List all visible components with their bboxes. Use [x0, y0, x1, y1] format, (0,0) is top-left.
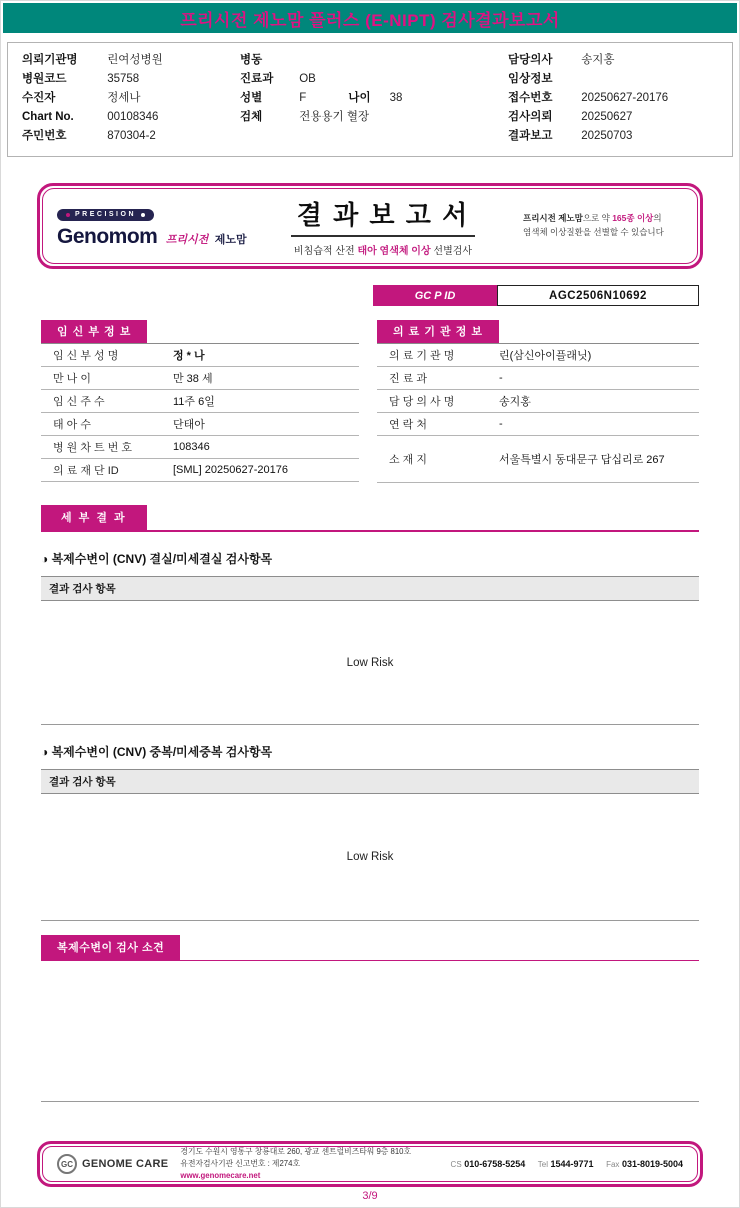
cs-label: CS [450, 1160, 462, 1169]
attending-doctor-value: 송지홍 [581, 54, 615, 66]
field-receipt-no [508, 89, 718, 108]
clinical-info-label: 임상정보 [508, 73, 553, 85]
row-clinic-name [377, 344, 699, 367]
patient-header-col2 [240, 51, 508, 146]
clinic-name-label: 의 료 기 관 명 [389, 350, 455, 362]
age-label: 나이 [348, 92, 371, 104]
fetus-count-label: 태 아 수 [53, 419, 91, 431]
row-clinic-address [377, 436, 699, 483]
cnv-deletion-result-zone [41, 601, 699, 725]
tagline-brand: 프리시전 제노맘 [523, 213, 583, 224]
genomecare-logo-text: GENOME CARE [82, 1158, 169, 1170]
cnv-duplication-title: ◑ 복제수변이 (CNV) 중복/미세중복 검사항목 [41, 745, 273, 759]
clinic-info-header: 의 료 기 관 정 보 [377, 320, 499, 343]
referring-org-label: 의뢰기관명 [22, 54, 78, 66]
field-sex-age [240, 89, 508, 108]
field-test-request-date [508, 108, 718, 127]
referring-org-value: 린여성병원 [107, 54, 163, 66]
result-report-date-value: 20250703 [581, 130, 633, 142]
specimen-label: 검체 [240, 111, 263, 123]
tagline-highlight: 165종 이상 [612, 213, 654, 224]
clinic-info-table [377, 320, 699, 483]
mother-info-header: 임 신 부 정 보 [41, 320, 147, 343]
precision-badge-label: PRECISION [75, 211, 137, 218]
foundation-id-value: [SML] 20250627-20176 [173, 464, 288, 476]
cnv-deletion-table-header: 결과 검사 항목 [41, 576, 699, 601]
row-mother-name [41, 344, 359, 367]
row-fetus-count [41, 413, 359, 436]
clinic-name-value: 린(삼신아이플래닛) [499, 350, 592, 362]
sex-label: 성별 [240, 92, 263, 104]
opinion-area [41, 961, 699, 1102]
document-title: 프리시전 제노맘 플러스 (E-NIPT) 검사결과보고서 [180, 10, 560, 30]
genomom-logo [57, 204, 247, 249]
row-mother-age [41, 367, 359, 390]
subtitle-suffix: 선별검사 [430, 246, 473, 257]
field-department [240, 70, 508, 89]
patient-name-value: 정세나 [107, 92, 141, 104]
footer-address [180, 1146, 411, 1181]
info-tables [41, 320, 699, 483]
cnv-duplication-result-zone [41, 794, 699, 921]
field-ward [240, 51, 508, 70]
resident-id-value: 870304-2 [107, 130, 156, 142]
receipt-no-label: 접수번호 [508, 92, 553, 104]
specimen-value: 전용용기 혈장 [299, 111, 370, 123]
opinion-divider [41, 935, 699, 961]
field-hospital-code [22, 70, 240, 89]
subtitle-prefix: 비침습적 산전 [293, 246, 358, 257]
field-attending-doctor [508, 51, 718, 70]
gc-pid-row [41, 285, 699, 306]
field-chart-no [22, 108, 240, 127]
brand-tagline [523, 212, 683, 239]
hospital-code-label: 병원코드 [22, 73, 67, 85]
tagline-mid: 으로 약 [582, 213, 613, 224]
test-request-date-label: 검사의뢰 [508, 111, 553, 123]
clinic-address-label: 소 재 지 [389, 454, 427, 466]
page-number: 3/9 [362, 1190, 378, 1202]
mother-info-body [41, 343, 359, 482]
fax-label: Fax [606, 1160, 620, 1169]
gc-pid-label: GC P ID [373, 285, 497, 306]
genomecare-logo-icon: GC [57, 1154, 77, 1174]
gc-pid-value: AGC2506N10692 [497, 285, 699, 306]
mother-name-value: 정 * 나 [173, 350, 205, 362]
age-value: 38 [389, 92, 403, 104]
clinic-contact-value: - [499, 418, 503, 430]
field-referring-org [22, 51, 240, 70]
report-subtitle [243, 242, 523, 257]
footer-contact [441, 1159, 683, 1169]
mother-info-table [41, 320, 359, 483]
tel-value: 1544-9771 [550, 1159, 594, 1169]
field-clinical-info [508, 70, 718, 89]
field-specimen [240, 108, 508, 127]
mother-name-label: 임 신 부 성 명 [53, 350, 119, 362]
hospital-code-value: 35758 [107, 73, 140, 85]
mother-age-value: 만 38 세 [173, 373, 213, 385]
chart-no-label: Chart No. [22, 111, 74, 123]
logo-korean-precision: 프리시전 [165, 233, 209, 246]
clinic-address-value: 서울특별시 동대문구 답십리로 267 [499, 454, 665, 466]
row-gestational-age [41, 390, 359, 413]
opinion-header: 복제수변이 검사 소견 [41, 935, 180, 960]
clinic-info-body [377, 343, 699, 483]
logo-korean-genomom: 제노맘 [214, 233, 247, 246]
badge-dot-right-icon [141, 213, 145, 217]
row-clinic-contact [377, 413, 699, 436]
mother-age-label: 만 나 이 [53, 373, 91, 385]
row-clinic-doctor [377, 390, 699, 413]
footer-address-line1: 경기도 수원시 영통구 창룡대로 260, 광교 센트럴비즈타워 9층 810호 [180, 1147, 412, 1157]
field-patient-name [22, 89, 240, 108]
ward-label: 병동 [240, 54, 263, 66]
foundation-id-label: 의 료 재 단 ID [53, 465, 119, 477]
resident-id-label: 주민번호 [22, 130, 67, 142]
tel-label: Tel [537, 1160, 548, 1169]
clinic-doctor-value: 송지홍 [499, 396, 531, 408]
gestational-age-value: 11주 6일 [173, 396, 215, 408]
sex-value: F [299, 92, 307, 104]
patient-header-col1 [22, 51, 240, 146]
department-label: 진료과 [240, 73, 274, 85]
hospital-chart-no-value: 108346 [173, 441, 210, 453]
footer [37, 1141, 703, 1187]
top-banner [3, 3, 737, 33]
logo-wordmark [57, 224, 247, 249]
cnv-duplication-table-header: 결과 검사 항목 [41, 769, 699, 794]
genomecare-logo [57, 1154, 168, 1174]
result-report-date-label: 결과보고 [508, 130, 553, 142]
attending-doctor-label: 담당의사 [508, 54, 553, 66]
footer-address-line2: 유전자검사기관 신고번호 : 제274호 [180, 1159, 301, 1169]
gestational-age-label: 임 신 주 수 [53, 396, 105, 408]
report-title: 결 과 보 고 서 [291, 195, 475, 237]
clinic-department-label: 진 료 과 [389, 373, 427, 385]
clinic-contact-label: 연 락 처 [389, 419, 427, 431]
cnv-deletion-result: Low Risk [346, 656, 394, 669]
row-clinic-department [377, 367, 699, 390]
fax-value: 031-8019-5004 [621, 1159, 683, 1169]
footer-inner [42, 1146, 698, 1182]
patient-name-label: 수진자 [22, 92, 56, 104]
report-title-block [243, 195, 523, 257]
patient-header-col3 [508, 51, 718, 146]
patient-info-header [7, 42, 733, 157]
receipt-no-value: 20250627-20176 [581, 92, 669, 104]
badge-dot-left-icon [66, 213, 70, 217]
row-foundation-id [41, 459, 359, 482]
precision-badge [57, 209, 154, 221]
footer-website: www.genomecare.net [180, 1170, 261, 1180]
chart-no-value: 00108346 [107, 111, 159, 123]
cnv-deletion-title: ◑ 복제수변이 (CNV) 결실/미세결실 검사항목 [41, 552, 273, 566]
report-title-box-inner [42, 188, 698, 264]
hospital-chart-no-label: 병 원 차 트 번 호 [53, 442, 133, 454]
field-result-report-date [508, 127, 718, 146]
logo-genomom-text: Genomom [57, 224, 158, 248]
report-title-box [37, 183, 703, 269]
field-resident-id [22, 127, 240, 146]
fetus-count-value: 단태아 [173, 419, 205, 431]
clinic-department-value: - [499, 372, 503, 384]
test-request-date-value: 20250627 [581, 111, 633, 123]
cs-value: 010-6758-5254 [464, 1159, 526, 1169]
subtitle-highlight: 태아 염색체 이상 [357, 246, 431, 257]
detail-results-divider [41, 505, 699, 532]
row-hospital-chart-no [41, 436, 359, 459]
tagline-line2: 염색체 이상질환을 선별할 수 있습니다 [523, 227, 664, 237]
detail-results-header: 세 부 결 과 [41, 505, 147, 530]
clinic-doctor-label: 담 당 의 사 명 [389, 396, 455, 408]
cnv-duplication-result: Low Risk [346, 851, 394, 863]
department-value: OB [299, 73, 316, 85]
tagline-tail: 의 [653, 213, 662, 224]
